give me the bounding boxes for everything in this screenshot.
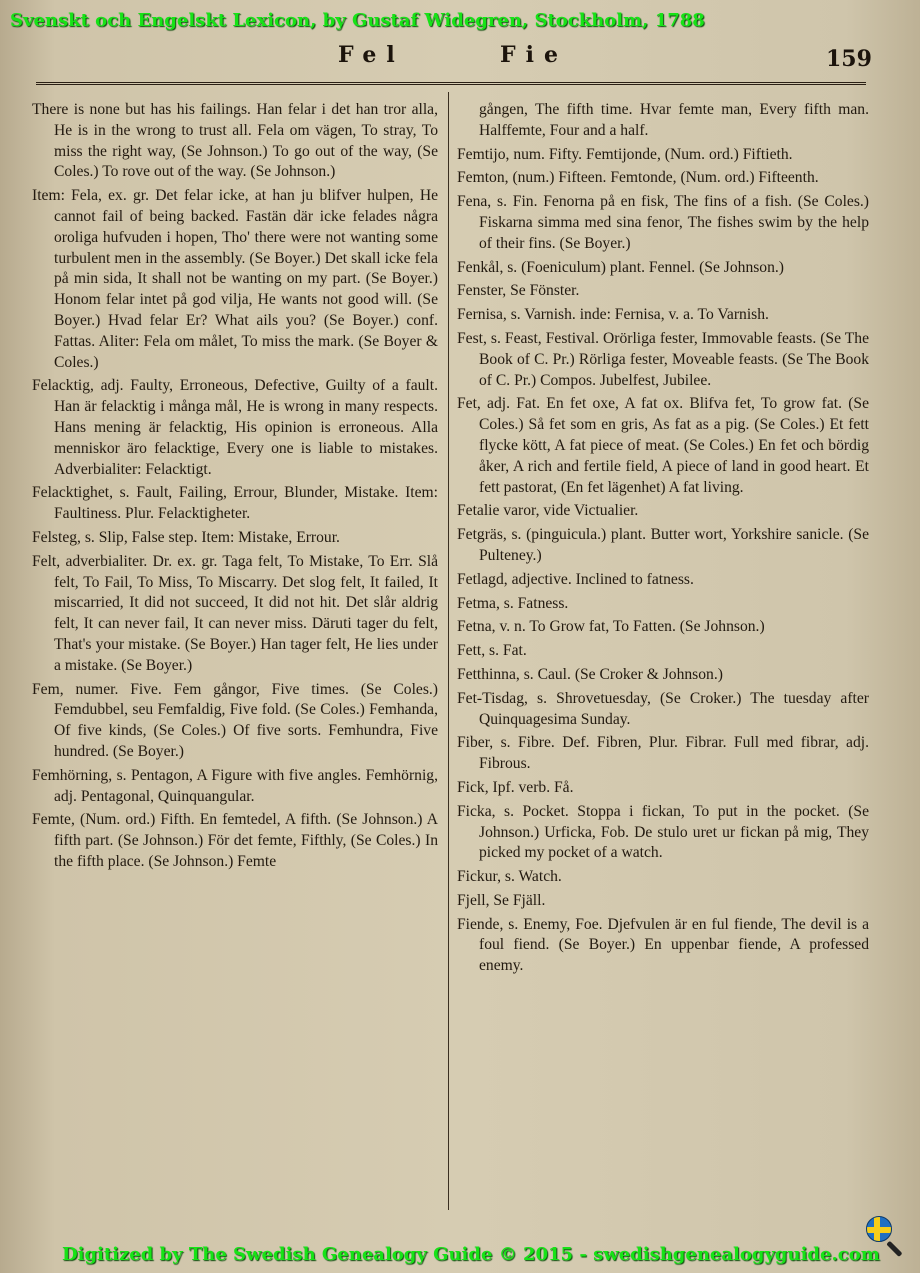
dictionary-entry: Fjell, Se Fjäll. [457,891,546,909]
dictionary-entry: Fetthinna, s. Caul. (Se Croker & Johnson.) [457,665,723,683]
dictionary-entry: Fem, numer. Five. Fem gångor, Five times. (Se Coles.) Femdubbel, seu Femfaldig, Five fold. (Se Coles.) Femhanda, Of five kinds, (Se Coles.) Of five sorts. Femhundra, Five hundred. (Se Boyer.) [32,680,438,760]
dictionary-entry: Fetna, v. n. To Grow fat, To Fatten. (Se Johnson.) [457,618,765,636]
dictionary-entry: Fett, s. Fat. [457,642,527,660]
left-column [32,100,438,1220]
dictionary-entry: Fetma, s. Fatness. [457,594,569,612]
dictionary-entry: Fet, adj. Fat. En fet oxe, A fat ox. Blifva fet, To grow fat. (Se Coles.) Så fet som en gris, As fat as a pig. (Se Coles.) Et fett flycke kött, A fat piece of meat. (Se Coles.) En fet och bördig åker, A rich and fertile field, A piece of land in good heart. Et fett pastorat, (En fet lägenhet) A fat living. [457,395,869,496]
dictionary-entry: Fetalie varor, vide Victualier. [457,502,639,520]
dictionary-entry: Ficka, s. Pocket. Stoppa i fickan, To put in the pocket. (Se Johnson.) Urficka, Fob. De stulo uret ur fickan på mig, They picked my pocket of a watch. [457,802,869,862]
dictionary-entry: Fetgräs, s. (pinguicula.) plant. Butter wort, Yorkshire sanicle. (Se Pulteney.) [457,526,869,564]
dictionary-entry: Fickur, s. Watch. [457,868,562,886]
running-header [0,42,920,76]
dictionary-entry: Femhörning, s. Pentagon, A Figure with five angles. Femhörnig, adj. Pentagonal, Quinquangular. [32,766,438,805]
guide-word-left: Fel [338,42,405,68]
guide-word-right: Fie [500,42,568,68]
dictionary-entry: Felt, adverbialiter. Dr. ex. gr. Taga felt, To Mistake, To Err. Slå felt, To Fail, To Miss, To Miscarry. Det slog felt, It failed, It miscarried, It did not succeed, It did not hit. Det slår aldrig felt, It can never fail, It can never miss. Däruti tager du felt, That's your mistake. (Se Boyer.) Han tager felt, He lies under a mistake. (Se Boyer.) [32,552,438,674]
dictionary-entry: Femtijo, num. Fifty. Femtijonde, (Num. ord.) Fiftieth. [457,145,793,163]
dictionary-entry: There is none but has his failings. Han felar i det han tror alla, He is in the wrong to trust all. Fela om vägen, To stray, To miss the right way, (Se Johnson.) To go out of the way, (Se Coles.) To rove out of the way. (Se Johnson.) [32,101,438,181]
dictionary-entry: Fiber, s. Fibre. Def. Fibren, Plur. Fibrar. Full med fibrar, adj. Fibrous. [457,734,869,773]
page-number: 159 [826,46,872,72]
dictionary-entry: Fest, s. Feast, Festival. Orörliga fester, Immovable feasts. (Se The Book of C. Pr.) Rörliga fester, Moveable feasts. (Se The Book of C. Pr.) Compos. Jubelfest, Jubilee. [457,329,869,389]
dictionary-entry: Femte, (Num. ord.) Fifth. En femtedel, A fifth. (Se Johnson.) A fifth part. (Se Johnson.) För det femte, Fifthly, (Se Coles.) In the fifth place. (Se Johnson.) Femte [32,811,438,870]
dictionary-entry: Felacktig, adj. Faulty, Erroneous, Defective, Guilty of a fault. Han är felacktig i många mål, He is wrong in many respects. Hans mening är felacktig, His opinion is erroneous. Alla menniskor äro felacktige, Every one is liable to mistakes. Adverbialiter: Felacktigt. [32,377,438,478]
dictionary-entry: Felacktighet, s. Fault, Failing, Errour, Blunder, Mistake. Item: Faultiness. Plur. Felacktigheter. [32,484,438,523]
dictionary-entry: Fetlagd, adjective. Inclined to fatness. [457,570,694,588]
dictionary-entry: Fernisa, s. Varnish. inde: Fernisa, v. a. To Varnish. [457,306,769,324]
dictionary-entry: Item: Fela, ex. gr. Det felar icke, at han ju blifver hulpen, He cannot fail of being backed. Fastän där icke felades några oroliga hufvuden i hopen, Tho' there were not wanting some turbulent men in the assembly. (Se Boyer.) Det skall icke fela på min sida, It shall not be wanting on my part. (Se Boyer.) Honom felar intet på god vilja, He wants not good will. (Se Boyer.) Hvad felar Er? What ails you? (Se Boyer.) conf. Fattas. Aliter: Fela om målet, To miss the mark. (Se Boyer & Coles.) [32,187,438,371]
dictionary-entry-continuation: gången, The fifth time. Hvar femte man, Every fifth man. Halffemte, Four and a half. [479,101,869,139]
header-rule [36,82,866,87]
dictionary-entry: Fick, Ipf. verb. Få. [457,778,574,796]
column-divider [448,92,449,1210]
swedish-flag-magnifier-icon [866,1216,892,1242]
title-caption: Svenskt och Engelskt Lexicon, by Gustaf Widegren, Stockholm, 1788 [10,10,705,31]
dictionary-entry: Felsteg, s. Slip, False step. Item: Mistake, Errour. [32,528,340,546]
right-column [457,100,869,1210]
dictionary-entry: Fena, s. Fin. Fenorna på en fisk, The fins of a fish. (Se Coles.) Fiskarna simma med sina fenor, The fishes swim by the help of their fins. (Se Boyer.) [457,193,869,252]
dictionary-entry: Fiende, s. Enemy, Foe. Djefvulen är en ful fiende, The devil is a foul fiend. (Se Boyer.) En uppenbar fiende, A professed enemy. [457,915,869,975]
dictionary-entry: Femton, (num.) Fifteen. Femtonde, (Num. ord.) Fifteenth. [457,169,819,187]
digitized-caption: Digitized by The Swedish Genealogy Guide © 2015 - swedishgenealogyguide.com [62,1244,880,1265]
dictionary-entry: Fenkål, s. (Foeniculum) plant. Fennel. (Se Johnson.) [457,258,784,276]
dictionary-entry: Fenster, Se Fönster. [457,282,580,300]
dictionary-entry: Fet-Tisdag, s. Shrovetuesday, (Se Croker.) The tuesday after Quinquagesima Sunday. [457,689,869,728]
